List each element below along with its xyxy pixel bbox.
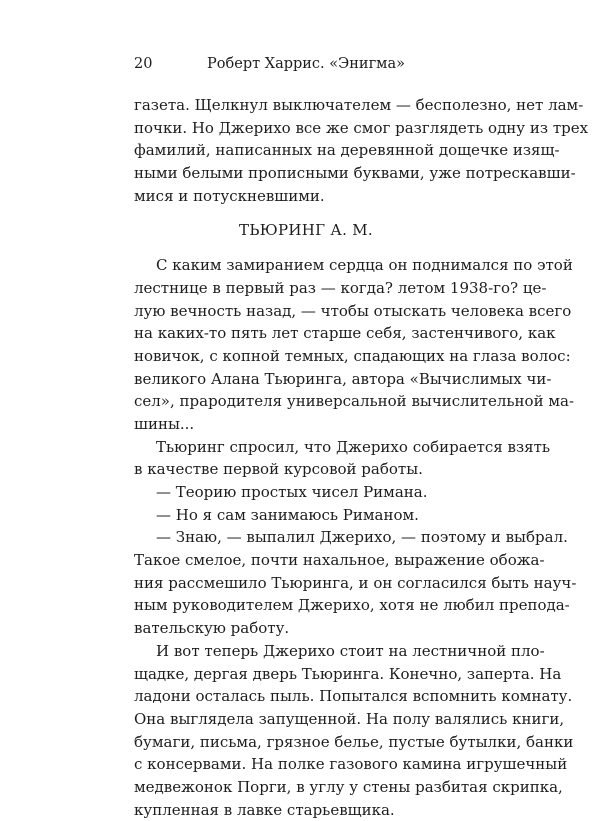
text-line: С каким замиранием сердца он поднимался по этой [156,256,573,275]
text-line: И вот теперь Джерихо стоит на лестничной пло- [156,641,545,660]
text-line: сел», прародителя универсальной вычислительной ма- [134,392,575,411]
text-line: ными белыми прописными буквами, уже потрескавши- [134,164,576,183]
running-title: Роберт Харрис. «Энигма» [207,56,405,72]
dialog-line: — Знаю, — выпалил Джерихо, — поэтому и выбрал. [156,528,568,547]
text-line: новичок, с копной темных, спадающих на глаза волос: [134,346,571,365]
door-sign-text: ТЬЮРИНГ А. М. [239,221,373,240]
text-line: ния рассмешило Тьюринга, и он согласился быть науч- [134,573,577,592]
text-line: в качестве первой курсовой работы. [134,460,423,479]
text-line: бумаги, письма, грязное белье, пустые бутылки, банки [134,732,574,751]
text-line: Такое смелое, почти нахальное, выражение обожа- [134,551,545,570]
text-line: медвежонок Порги, в углу у стены разбитая скрипка, [134,777,563,796]
paragraph-2 [134,254,575,436]
text-line: ладони осталась пыль. Попытался вспомнить комнату. [134,687,573,706]
text-line: щадке, дергая дверь Тьюринга. Конечно, заперта. На [134,664,562,683]
text-line: фамилий, написанных на деревянной дощечке изящ- [134,141,560,160]
paragraph-5 [134,640,574,821]
dialog-line: — Теорию простых чисел Римана. [156,483,428,501]
text-line: вательскую работу. [134,619,290,638]
text-line: мися и потускневшими. [134,186,325,205]
text-line: с консервами. На полке газового камина игрушечный [134,755,568,774]
text-line: газета. Щелкнул выключателем — бесполезно, нет лам- [134,96,584,114]
text-line: Она выглядела запущенной. На полу валялись книги, [134,709,565,728]
text-line: великого Алана Тьюринга, автора «Вычислимых чи- [134,369,552,388]
paragraph-1 [134,94,589,207]
text-line: ным руководителем Джерихо, хотя не любил препода- [134,596,570,615]
text-line: шины... [134,414,195,433]
running-header [134,56,478,76]
dialog-line: — Но я сам занимаюсь Риманом. [156,505,419,524]
paragraph-4 [134,549,577,640]
text-line: почки. Но Джерихо все же смог разглядеть одну из трех [134,118,589,137]
text-line: на каких-то пять лет старше себя, застенчивого, как [134,324,556,343]
text-line: Тьюринг спросил, что Джерихо собирается взять [156,437,551,456]
page-number: 20 [134,56,153,72]
text-line: лую вечность назад, — чтобы отыскать человека всего [134,301,572,320]
text-line: лестнице в первый раз — когда? летом 1938-го? це- [134,278,547,297]
text-line: купленная в лавке старьевщика. [134,800,395,819]
body-text [134,94,589,821]
paragraph-3 [134,436,551,481]
